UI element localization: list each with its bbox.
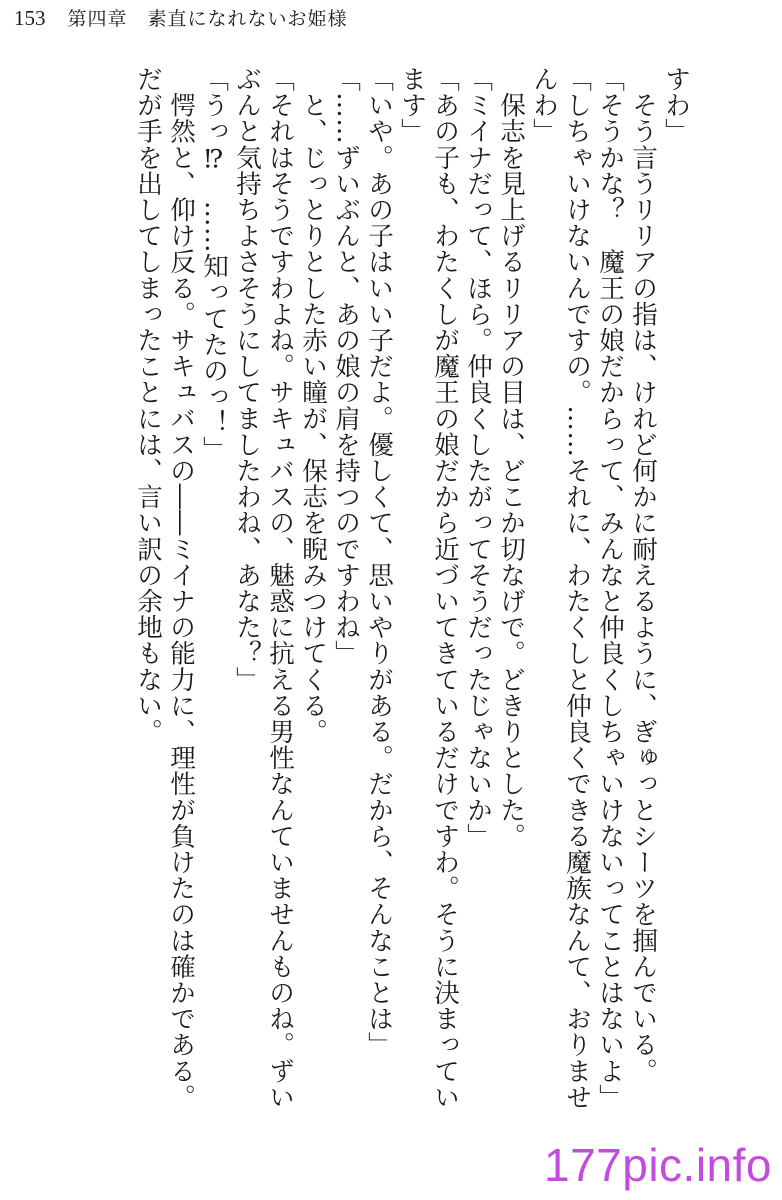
text-line: んわ」 <box>529 66 559 145</box>
text-line: ぶんと気持ちよさそうにしてましたわね、あなた？」 <box>232 66 262 693</box>
text-line: だが手を出してしまったことには、言い訳の余地もない。 <box>133 66 163 745</box>
text-line: 「ミイナだって、ほら。仲良くしたがってそうだったじゃないか」 <box>463 66 493 849</box>
text-line: 保志を見上げるリリアの目は、どこか切なげで。どきりとした。 <box>496 66 526 849</box>
text-line: 「うっ⁉ ……知ってたのっ！」 <box>199 66 229 462</box>
text-line: と、じっとりとした赤い瞳が、保志を睨みつけてくる。 <box>298 66 328 745</box>
text-line: 「そうかな？ 魔王の娘だからって、みんなと仲良くしちゃいけないってことはないよ」 <box>595 66 625 1110</box>
text-line: そう言うリリアの指は、けれど何かに耐えるように、ぎゅっとシーツを掴んでいる。 <box>628 66 658 1084</box>
chapter-title: 第四章 素直になれないお姫様 <box>67 8 348 30</box>
text-line: 「……ずいぶんと、あの娘の肩を持つのですわね」 <box>331 66 361 667</box>
text-line: 愕然と、仰け反る。サキュバスの――ミイナの能力に、理性が負けたのは確かである。 <box>166 66 196 1110</box>
text-line: 「それはそうですわよね。サキュバスの、魅惑に抗える男性なんていませんものね。ずい <box>265 66 295 1110</box>
running-head <box>14 4 348 34</box>
vertical-text-body <box>131 66 692 1166</box>
text-line: 「しちゃいけないんですの。……それに、わたくしと仲良くできる魔族なんて、おりませ <box>562 66 592 1110</box>
text-line: ます」 <box>397 66 427 145</box>
text-line: 「あの子も、わたくしが魔王の娘だから近づいてきているだけですわ。そうに決まってい <box>430 66 460 1110</box>
watermark-text: 177pic.info <box>544 1139 772 1191</box>
text-line: 「いや。あの子はいい子だよ。優しくて、思いやりがある。だから、そんなことは」 <box>364 66 394 1058</box>
text-line: すわ」 <box>661 66 691 145</box>
page-number: 153 <box>14 6 46 30</box>
